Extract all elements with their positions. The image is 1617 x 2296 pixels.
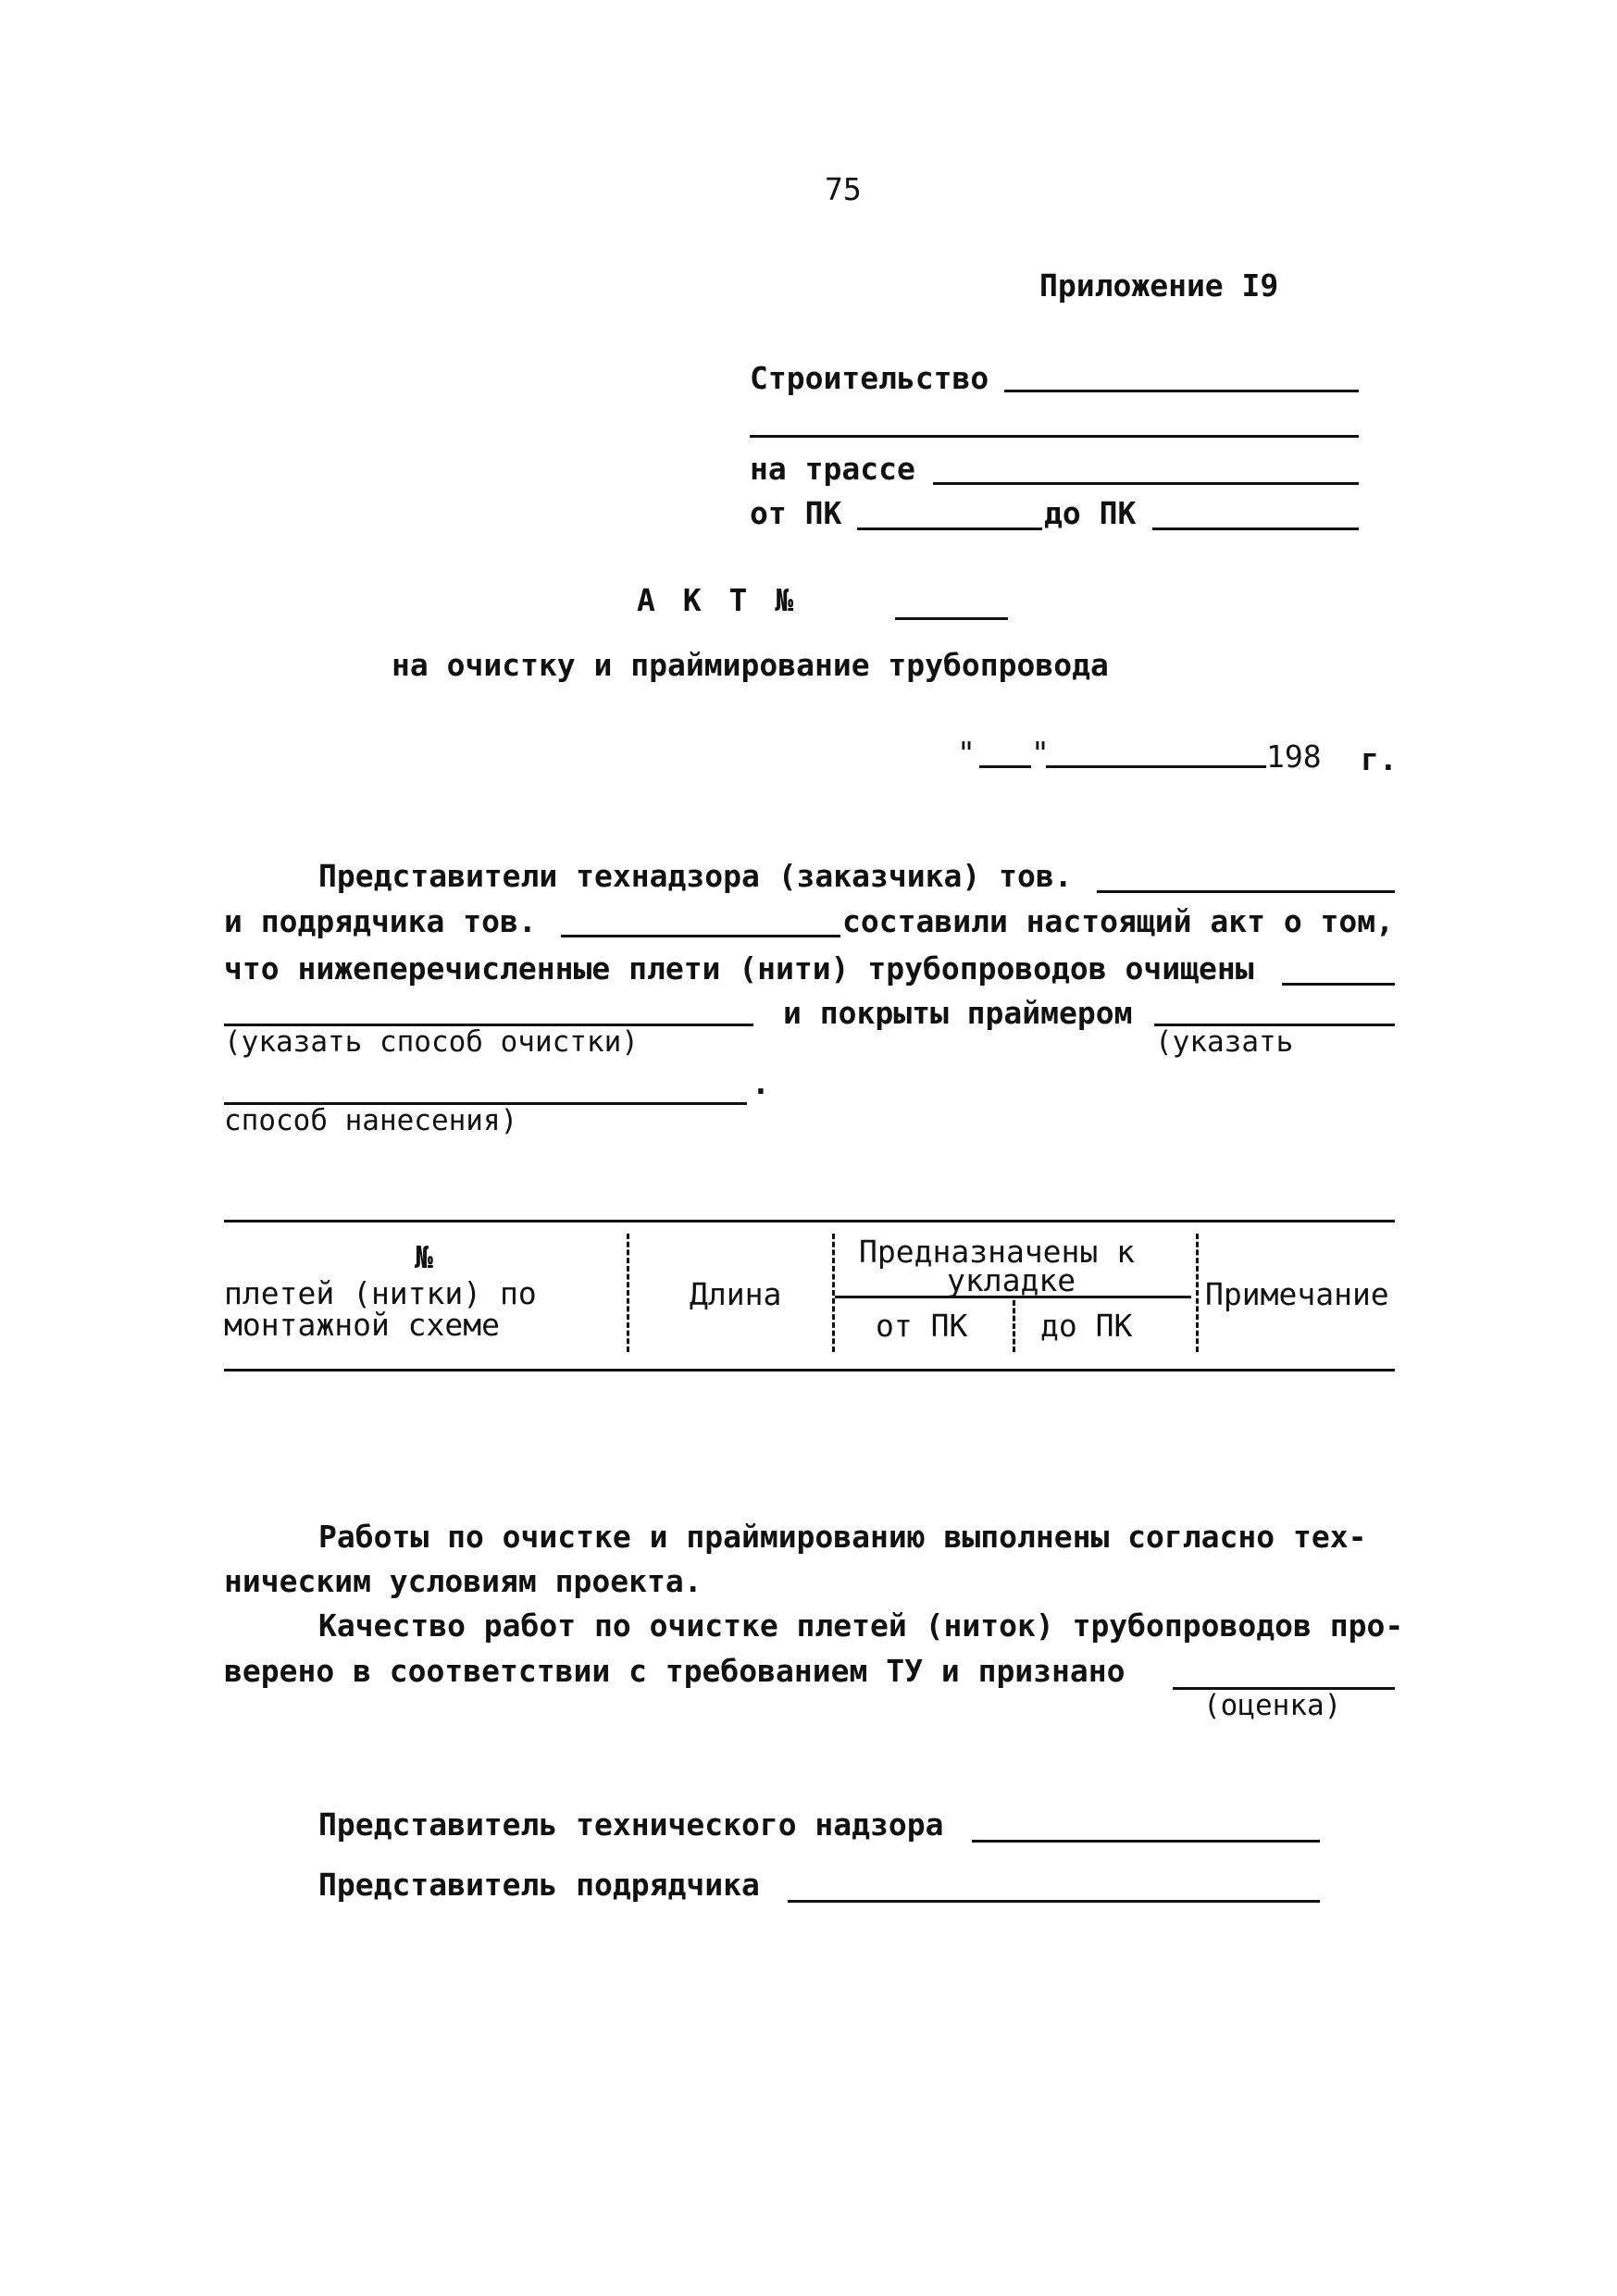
- table-col3-to-pk: до ПК: [1040, 1308, 1133, 1344]
- construction-label: Строительство: [750, 360, 989, 396]
- conclusion-line-1: Работы по очистке и праймированию выполнены согласно тех-: [318, 1519, 1367, 1555]
- act-subtitle: на очистку и праймирование трубопровода: [392, 647, 1109, 683]
- conclusion-line-2: ническим условиям проекта.: [224, 1563, 703, 1599]
- table-col1-line3: монтажной схеме: [224, 1307, 501, 1343]
- contractor-name-field[interactable]: [561, 935, 840, 937]
- table-divider-3: [1013, 1300, 1015, 1352]
- date-day-field[interactable]: [979, 765, 1031, 768]
- signature-contractor-label: Представитель подрядчика: [318, 1867, 760, 1903]
- table-col3-heading: Предназначены к: [859, 1234, 1136, 1270]
- signature-contractor-field[interactable]: [788, 1900, 1320, 1903]
- act-title: А К Т №: [637, 582, 794, 618]
- conclusion-line-4: верено в соответствии с требованием ТУ и признано: [224, 1653, 1126, 1689]
- table-top-rule: [224, 1220, 1395, 1222]
- from-pk-label: от ПК: [750, 495, 842, 531]
- table-col3-from-pk: от ПК: [876, 1308, 968, 1344]
- from-pk-field[interactable]: [857, 527, 1042, 530]
- table-col4-note: Примечание: [1205, 1276, 1389, 1312]
- to-pk-label: до ПК: [1044, 495, 1137, 531]
- supervisor-name-field[interactable]: [1097, 890, 1395, 893]
- cleaning-method-field[interactable]: [1282, 983, 1395, 986]
- hint-cleaning-method: (указать способ очистки): [224, 1025, 639, 1059]
- body-line-2a: и подрядчика тов.: [224, 903, 537, 939]
- construction-field-line-2[interactable]: [750, 435, 1359, 438]
- hint-grade: (оценка): [1203, 1689, 1342, 1722]
- table-bottom-rule: [224, 1369, 1395, 1371]
- route-label: на трассе: [750, 451, 915, 487]
- conclusion-line-3: Качество работ по очистке плетей (ниток) трубопроводов про-: [318, 1607, 1404, 1644]
- hint-application-1: (указать: [1155, 1025, 1294, 1059]
- table-col1-line2: плетей (нитки) по: [224, 1275, 537, 1311]
- table-col2-length: Длина: [690, 1276, 782, 1312]
- table-col3-rule: [835, 1296, 1191, 1298]
- body-line-4: и покрыты праймером: [783, 995, 1133, 1031]
- date-open-quote: ": [957, 735, 976, 771]
- date-close-quote: ": [1031, 735, 1050, 771]
- signature-tech-supervision-label: Представитель технического надзора: [318, 1806, 944, 1843]
- table-col3-subheading: укладке: [947, 1262, 1076, 1298]
- date-year-suffix: г.: [1361, 741, 1398, 777]
- signature-tech-supervision-field[interactable]: [972, 1840, 1320, 1843]
- construction-field[interactable]: [1004, 390, 1359, 392]
- period: .: [752, 1065, 770, 1101]
- hint-application-2: способ нанесения): [224, 1104, 518, 1137]
- body-line-3: что нижеперечисленные плети (нити) трубопроводов очищены: [224, 950, 1254, 987]
- appendix-label: Приложение I9: [1039, 267, 1279, 304]
- table-divider-4: [1196, 1234, 1199, 1352]
- table-divider-2: [832, 1234, 835, 1352]
- route-field[interactable]: [933, 482, 1359, 485]
- date-month-field[interactable]: [1046, 765, 1266, 768]
- table-divider-1: [627, 1234, 629, 1352]
- date-year: 198: [1266, 738, 1322, 775]
- body-line-1: Представители технадзора (заказчика) тов.: [318, 858, 1073, 894]
- to-pk-field[interactable]: [1152, 527, 1359, 530]
- body-line-2b: составили настоящий акт о том,: [842, 903, 1395, 939]
- act-number-field[interactable]: [895, 617, 1008, 620]
- table-col1-number: №: [415, 1239, 433, 1275]
- page-number: 75: [825, 171, 862, 207]
